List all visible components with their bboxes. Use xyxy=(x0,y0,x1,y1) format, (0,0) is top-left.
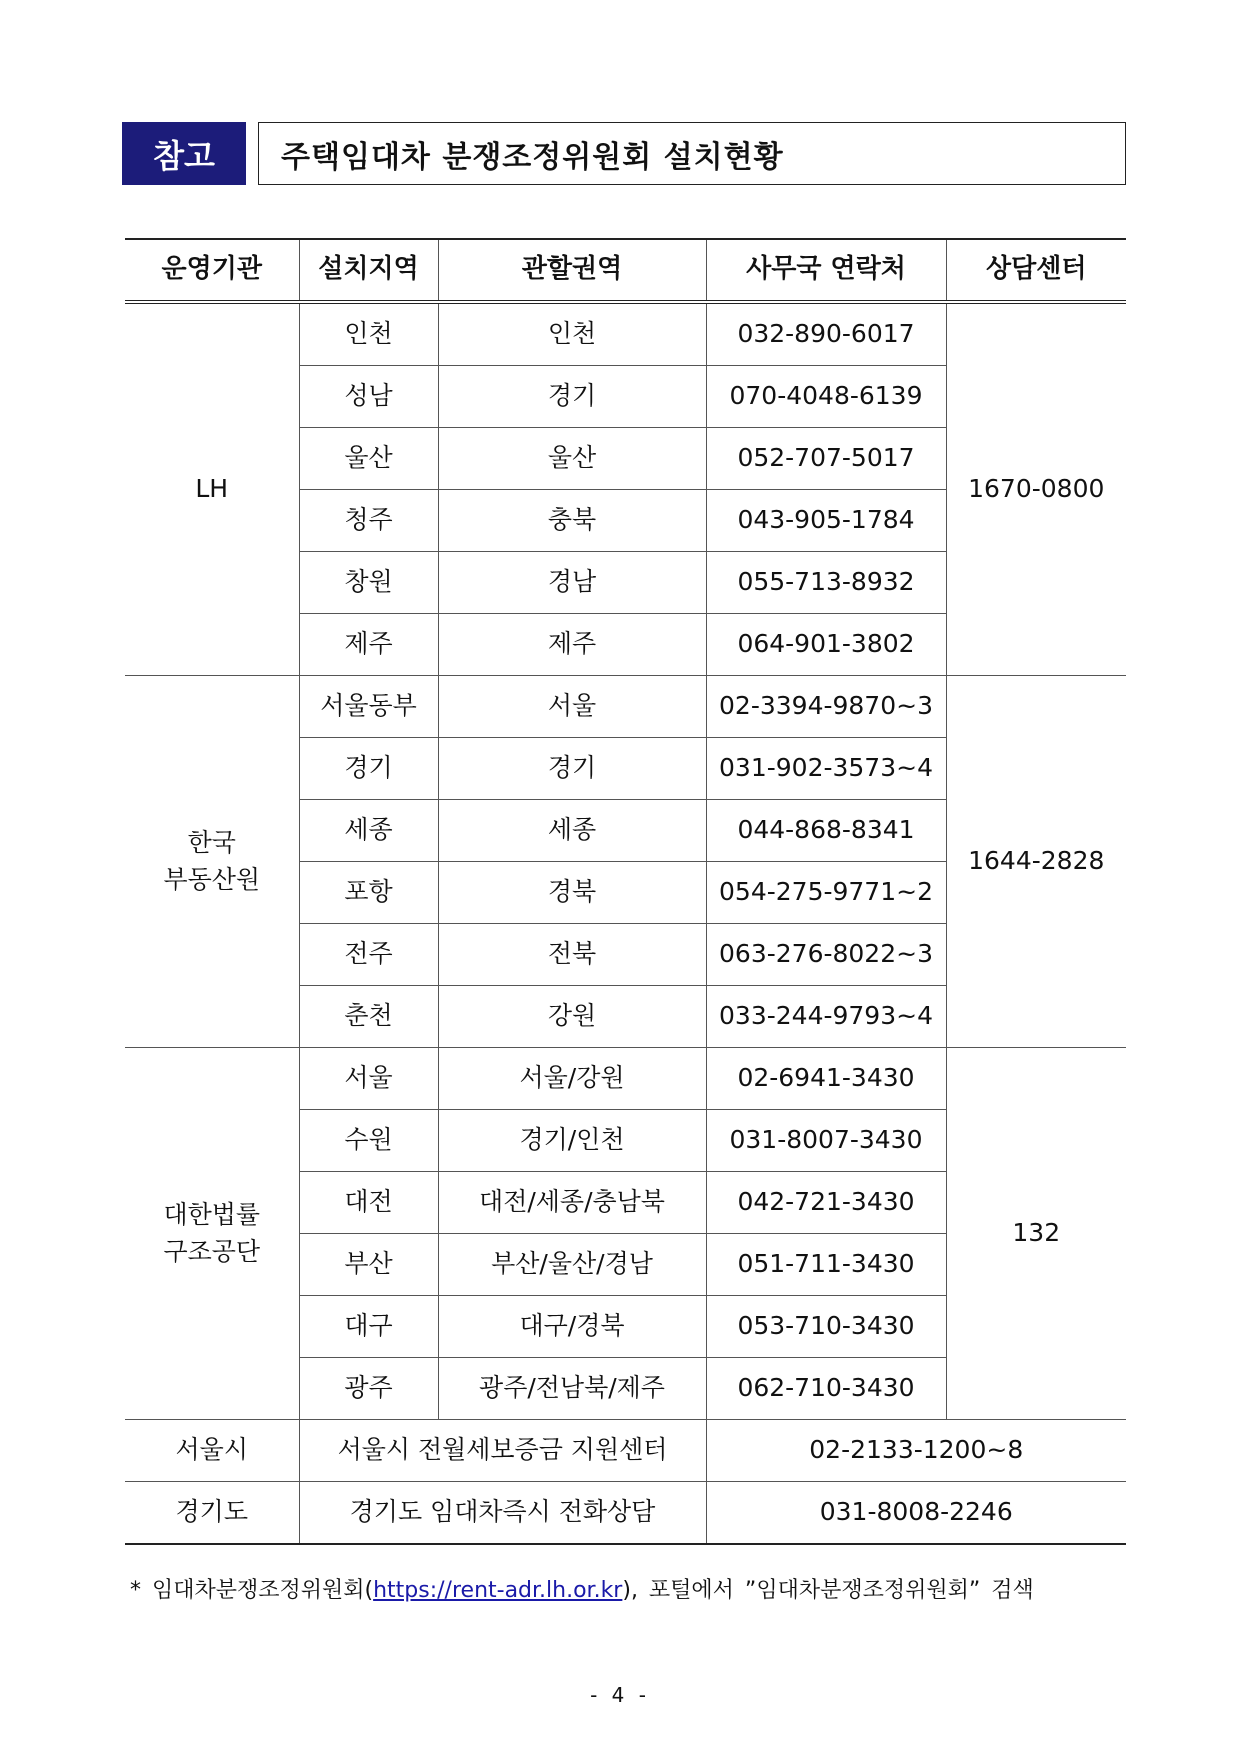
org-name-line: 한국 xyxy=(187,828,236,858)
region-cell: 수원 xyxy=(299,1110,438,1172)
jurisdiction-cell: 부산/울산/경남 xyxy=(438,1234,706,1296)
jurisdiction-cell: 대전/세종/충남북 xyxy=(438,1172,706,1234)
jurisdiction-cell: 인천 xyxy=(438,302,706,366)
table-row xyxy=(125,676,1126,738)
table-row xyxy=(125,1048,1126,1110)
jurisdiction-cell: 세종 xyxy=(438,800,706,862)
contact-cell: 063-276-8022~3 xyxy=(706,924,946,986)
contact-cell: 064-901-3802 xyxy=(706,614,946,676)
org-cell-reb xyxy=(125,676,299,1048)
region-cell: 전주 xyxy=(299,924,438,986)
contact-cell: 055-713-8932 xyxy=(706,552,946,614)
region-cell: 대전 xyxy=(299,1172,438,1234)
service-name-cell: 경기도 임대차즉시 전화상담 xyxy=(299,1482,706,1545)
org-name-line: 구조공단 xyxy=(163,1236,261,1266)
org-cell-klac xyxy=(125,1048,299,1420)
region-cell: 광주 xyxy=(299,1358,438,1420)
region-cell: 제주 xyxy=(299,614,438,676)
region-cell: 성남 xyxy=(299,366,438,428)
footnote xyxy=(130,1573,1130,1604)
jurisdiction-cell: 경기/인천 xyxy=(438,1110,706,1172)
region-cell: 부산 xyxy=(299,1234,438,1296)
jurisdiction-cell: 서울/강원 xyxy=(438,1048,706,1110)
contact-cell: 031-8007-3430 xyxy=(706,1110,946,1172)
org-name-line: 대한법률 xyxy=(163,1200,261,1230)
page-title: 주택임대차 분쟁조정위원회 설치현황 xyxy=(258,122,1126,185)
contact-cell: 02-6941-3430 xyxy=(706,1048,946,1110)
table-row xyxy=(125,1482,1126,1545)
rent-adr-link[interactable]: https://rent-adr.lh.or.kr xyxy=(373,1578,623,1603)
contact-cell: 031-8008-2246 xyxy=(706,1482,1126,1545)
column-header-org: 운영기관 xyxy=(125,239,299,302)
table-header-row xyxy=(125,239,1126,302)
page-number: - 4 - xyxy=(590,1683,650,1707)
contact-cell: 031-902-3573~4 xyxy=(706,738,946,800)
region-cell: 춘천 xyxy=(299,986,438,1048)
contact-cell: 053-710-3430 xyxy=(706,1296,946,1358)
footnote-prefix: * 임대차분쟁조정위원회( xyxy=(130,1578,374,1603)
column-header-jurisdiction: 관할권역 xyxy=(438,239,706,302)
contact-cell: 052-707-5017 xyxy=(706,428,946,490)
center-cell: 132 xyxy=(946,1048,1126,1420)
column-header-contact: 사무국 연락처 xyxy=(706,239,946,302)
region-cell: 대구 xyxy=(299,1296,438,1358)
reference-tag: 참고 xyxy=(122,122,246,185)
footnote-suffix: ), 포털에서 ”임대차분쟁조정위원회” 검색 xyxy=(622,1578,1034,1603)
jurisdiction-cell: 전북 xyxy=(438,924,706,986)
committee-table xyxy=(125,238,1126,1545)
jurisdiction-cell: 경남 xyxy=(438,552,706,614)
region-cell: 청주 xyxy=(299,490,438,552)
jurisdiction-cell: 경북 xyxy=(438,862,706,924)
column-header-center: 상담센터 xyxy=(946,239,1126,302)
contact-cell: 042-721-3430 xyxy=(706,1172,946,1234)
jurisdiction-cell: 울산 xyxy=(438,428,706,490)
org-name-line: 부동산원 xyxy=(163,864,261,894)
region-cell: 서울 xyxy=(299,1048,438,1110)
region-cell: 창원 xyxy=(299,552,438,614)
jurisdiction-cell: 경기 xyxy=(438,738,706,800)
org-cell-lh: LH xyxy=(125,302,299,676)
region-cell: 울산 xyxy=(299,428,438,490)
region-cell: 경기 xyxy=(299,738,438,800)
contact-cell: 070-4048-6139 xyxy=(706,366,946,428)
jurisdiction-cell: 서울 xyxy=(438,676,706,738)
region-cell: 세종 xyxy=(299,800,438,862)
contact-cell: 051-711-3430 xyxy=(706,1234,946,1296)
table-row xyxy=(125,1420,1126,1482)
service-name-cell: 서울시 전월세보증금 지원센터 xyxy=(299,1420,706,1482)
jurisdiction-cell: 광주/전남북/제주 xyxy=(438,1358,706,1420)
contact-cell: 033-244-9793~4 xyxy=(706,986,946,1048)
contact-cell: 062-710-3430 xyxy=(706,1358,946,1420)
contact-cell: 02-3394-9870~3 xyxy=(706,676,946,738)
org-cell-seoul: 서울시 xyxy=(125,1420,299,1482)
center-cell: 1644-2828 xyxy=(946,676,1126,1048)
jurisdiction-cell: 강원 xyxy=(438,986,706,1048)
jurisdiction-cell: 경기 xyxy=(438,366,706,428)
jurisdiction-cell: 충북 xyxy=(438,490,706,552)
jurisdiction-cell: 제주 xyxy=(438,614,706,676)
center-cell: 1670-0800 xyxy=(946,302,1126,676)
contact-cell: 02-2133-1200~8 xyxy=(706,1420,1126,1482)
contact-cell: 032-890-6017 xyxy=(706,302,946,366)
contact-cell: 043-905-1784 xyxy=(706,490,946,552)
region-cell: 인천 xyxy=(299,302,438,366)
contact-cell: 044-868-8341 xyxy=(706,800,946,862)
region-cell: 서울동부 xyxy=(299,676,438,738)
column-header-region: 설치지역 xyxy=(299,239,438,302)
region-cell: 포항 xyxy=(299,862,438,924)
table-row xyxy=(125,302,1126,366)
org-cell-gyeonggi: 경기도 xyxy=(125,1482,299,1545)
contact-cell: 054-275-9771~2 xyxy=(706,862,946,924)
jurisdiction-cell: 대구/경북 xyxy=(438,1296,706,1358)
